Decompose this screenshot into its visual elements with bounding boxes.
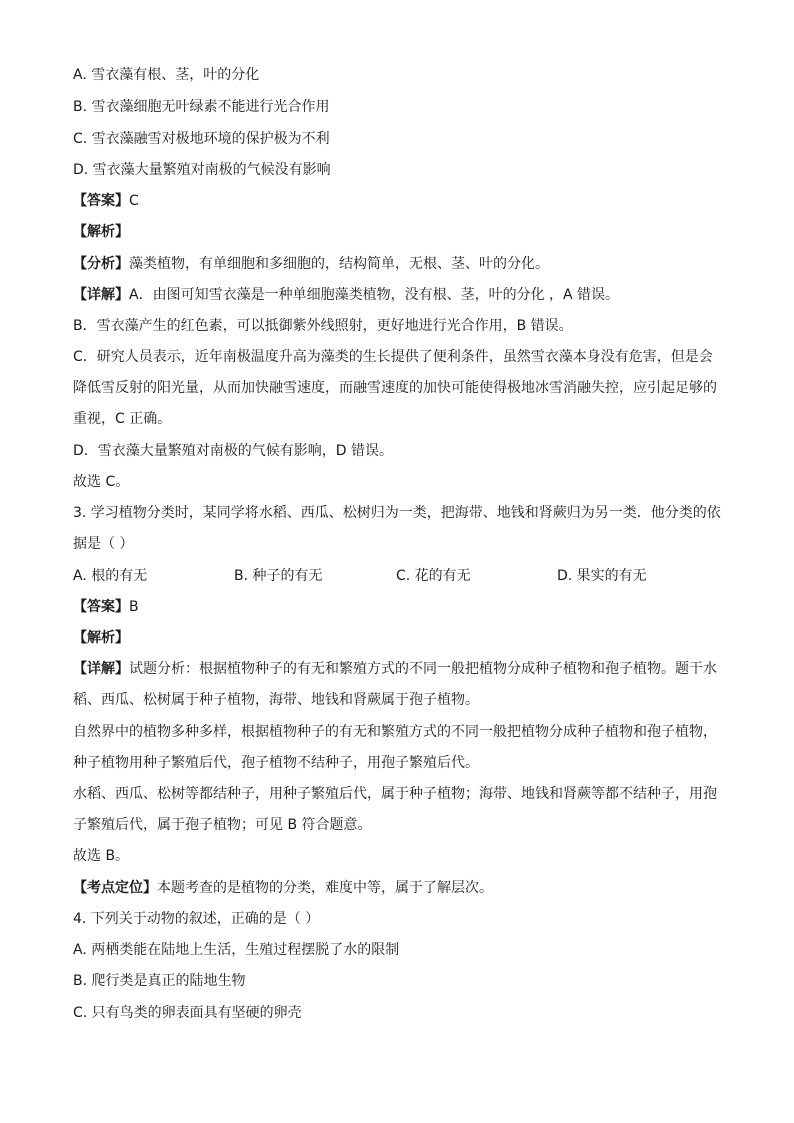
q2-option-d: D. 雪衣藻大量繁殖对南极的气候没有影响 (73, 162, 331, 178)
q3-detail-line5: 水稻、西瓜、松树等都结种子，用种子繁殖后代，属于种子植物；海带、地钱和肾蕨等都不结种子，用孢 (73, 786, 717, 802)
q3-detail-line2: 稻、西瓜、松树属于种子植物，海带、地钱和肾蕨属于孢子植物。 (73, 692, 479, 708)
q3-analysis-heading: 【解析】 (73, 630, 129, 646)
fenxi-tag: 【分析】 (73, 256, 129, 272)
q2-option-b: B. 雪衣藻细胞无叶绿素不能进行光合作用 (73, 99, 330, 115)
q3-option-b: B. 种子的有无 (234, 568, 323, 584)
q4-option-a: A. 两栖类能在陆地上生活，生殖过程摆脱了水的限制 (73, 942, 400, 958)
detail-tag: 【详解】 (73, 287, 129, 303)
fenxi-text: 藻类植物，有单细胞和多细胞的，结构简单，无根、茎、叶的分化。 (129, 256, 549, 272)
q2-fenxi (73, 255, 549, 273)
q2-detail-c-line3: 重视，C 正确。 (73, 411, 172, 427)
answer-value: C (129, 193, 139, 209)
q3-option-d: D. 果实的有无 (557, 568, 647, 584)
kaodian-tag: 【考点定位】 (73, 880, 157, 896)
q2-answer (73, 192, 139, 210)
q3-detail-line3: 自然界中的植物多种多样，根据植物种子的有无和繁殖方式的不同一般把植物分成种子植物和孢子植物， (73, 724, 717, 740)
q3-option-c: C. 花的有无 (396, 568, 471, 584)
q3-stem-line1: 3. 学习植物分类时，某同学将水稻、西瓜、松树归为一类，把海带、地钱和肾蕨归为另一类．他分类的依 (73, 505, 721, 521)
q2-option-c: C. 雪衣藻融雪对极地环境的保护极为不利 (73, 131, 330, 147)
kaodian-text: 本题考查的是植物的分类，难度中等，属于了解层次。 (157, 880, 493, 896)
q2-detail-c-line2: 降低雪反射的阳光量，从而加快融雪速度，而融雪速度的加快可能使得极地冰雪消融失控，应引起足够的 (73, 380, 717, 396)
q3-detail-line4: 种子植物用种子繁殖后代，孢子植物不结种子，用孢子繁殖后代。 (73, 755, 479, 771)
detail-text: 试题分析：根据植物种子的有无和繁殖方式的不同一般把植物分成种子植物和孢子植物。题干水 (129, 661, 717, 677)
q2-option-a: A. 雪衣藻有根、茎，叶的分化 (73, 67, 260, 83)
q3-conclusion: 故选 B。 (73, 848, 130, 864)
q3-detail-line6: 子繁殖后代，属于孢子植物；可见 B 符合题意。 (73, 817, 372, 833)
q2-detail-d: D．雪衣藻大量繁殖对南极的气候有影响，D 错误。 (73, 443, 394, 459)
q2-analysis-heading: 【解析】 (73, 224, 129, 240)
q3-kaodian (73, 879, 493, 897)
answer-tag: 【答案】 (73, 599, 129, 615)
q3-detail-line1 (73, 660, 717, 678)
q2-conclusion: 故选 C。 (73, 474, 130, 490)
q2-detail-a (73, 286, 619, 304)
q2-detail-c-line1: C．研究人员表示，近年南极温度升高为藻类的生长提供了便利条件，虽然雪衣藻本身没有危害，但是会 (73, 349, 713, 365)
answer-value: B (129, 599, 139, 615)
detail-a-text: A．由图可知雪衣藻是一种单细胞藻类植物，没有根、茎，叶的分化 ，A 错误。 (129, 287, 620, 303)
q4-stem: 4. 下列关于动物的叙述，正确的是（ ） (73, 911, 320, 927)
q2-detail-b: B．雪衣藻产生的红色素，可以抵御紫外线照射，更好地进行光合作用，B 错误。 (73, 318, 573, 334)
q3-stem-line2: 据是（ ） (73, 536, 134, 552)
answer-tag: 【答案】 (73, 193, 129, 209)
detail-tag: 【详解】 (73, 661, 129, 677)
q3-option-a: A. 根的有无 (73, 568, 148, 584)
q4-option-c: C. 只有鸟类的卵表面具有坚硬的卵壳 (73, 1005, 302, 1021)
q4-option-b: B. 爬行类是真正的陆地生物 (73, 973, 246, 989)
q3-answer (73, 598, 139, 616)
